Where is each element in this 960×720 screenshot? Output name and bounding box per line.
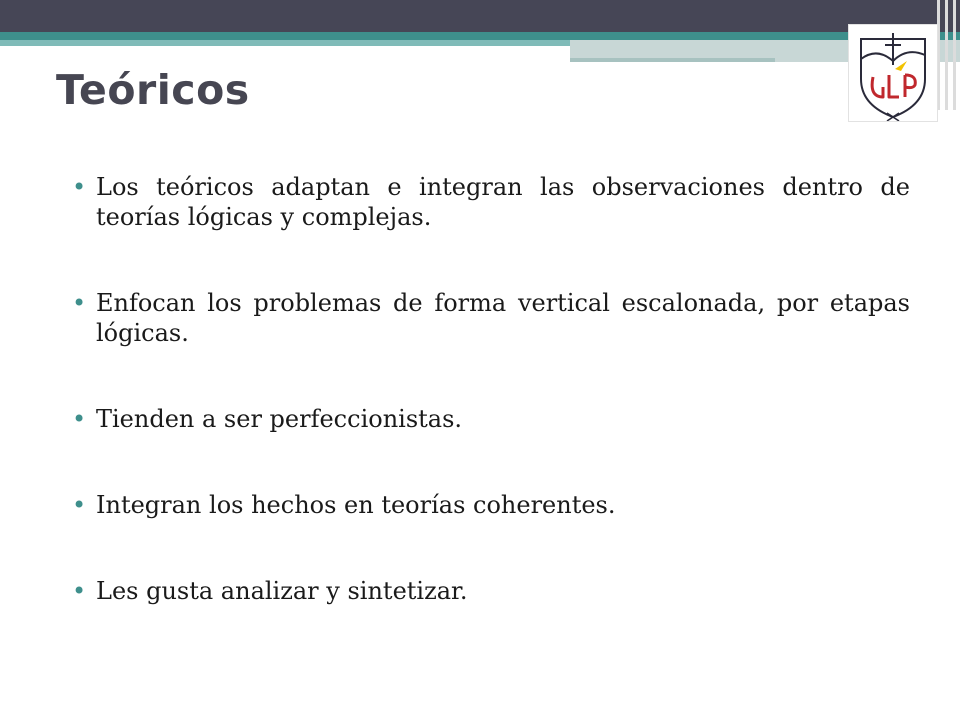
shield-crest-icon: [849, 25, 937, 121]
bullet-dot: •: [72, 405, 87, 433]
bullet-dot: •: [72, 289, 87, 317]
slide-title: Teóricos: [56, 66, 250, 114]
bullet-text: Integran los hechos en teorías coherentes.: [96, 491, 616, 519]
bullet-text: Los teóricos adaptan e integran las observaciones dentro de teorías lógicas y complejas.: [96, 173, 910, 231]
bullet-text: Tienden a ser perfeccionistas.: [96, 405, 463, 433]
logo: [848, 24, 938, 122]
bullet-item: [72, 288, 910, 348]
bullet-item: [72, 172, 910, 232]
bullet-text: Enfocan los problemas de forma vertical escalonada, por etapas lógicas.: [96, 289, 910, 347]
bullet-item: [72, 576, 910, 606]
bullet-dot: •: [72, 173, 87, 201]
accent-stripe-thin: [570, 58, 775, 62]
bullet-dot: •: [72, 491, 87, 519]
bullet-dot: •: [72, 577, 87, 605]
accent-band: [0, 32, 960, 40]
bullet-list: [72, 172, 910, 662]
bullet-text: Les gusta analizar y sintetizar.: [96, 577, 468, 605]
bullet-item: [72, 404, 910, 434]
header-band: [0, 0, 960, 32]
bullet-item: [72, 490, 910, 520]
